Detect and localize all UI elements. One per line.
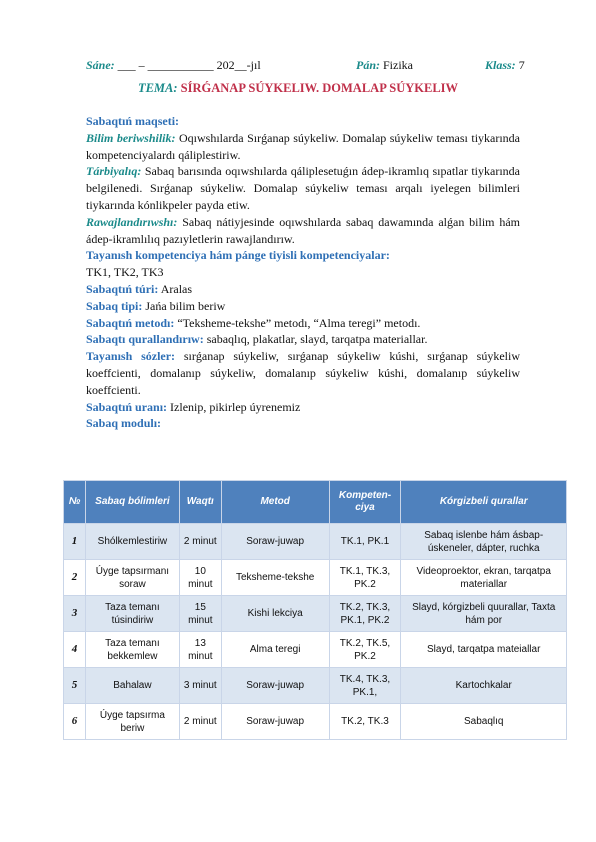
cell-materials: Slayd, tarqatpa mateiallar [401, 632, 567, 668]
cell-competency: TK.2, TK.5, PK.2 [329, 632, 401, 668]
competencies-heading: Tayanısh kompetenciya hám pánge tiyisli kompetenciyalar: [86, 248, 390, 263]
motto-value: Izlenip, pikirlep úyrenemiz [170, 399, 301, 414]
header-date [86, 58, 261, 73]
cell-materials: Sabaq islenbe hám ásbap-úskeneler, dápter, ruchka [401, 524, 567, 560]
cell-method: Soraw-juwap [221, 704, 329, 740]
cell-materials: Sabaqlıq [401, 704, 567, 740]
col-header-competency: Kompeten-ciya [329, 481, 401, 524]
table-row [64, 632, 567, 668]
cell-time: 10 minut [179, 560, 221, 596]
cell-time: 13 minut [179, 632, 221, 668]
goal-educational [86, 130, 520, 164]
table-header-row [64, 481, 567, 524]
col-header-number: № [64, 481, 86, 524]
cell-section: Bahalaw [85, 668, 179, 704]
lesson-method [86, 315, 520, 332]
col-header-section: Sabaq bólimleri [85, 481, 179, 524]
cell-number: 3 [64, 596, 86, 632]
date-value: ___ – ___________ 202__-jıl [117, 58, 261, 72]
cell-competency: TK.4, TK.3, PK.1, [329, 668, 401, 704]
lesson-details [86, 113, 520, 432]
cell-section: Shólkemlestiriw [85, 524, 179, 560]
cell-time: 15 minut [179, 596, 221, 632]
goal-developing-text: Sabaq nátiyjesinde oqıwshılarda sabaq dawamında alǵan bilim hám ádep-ikramlılıq pazıyletlerin rawajlandırıw. [86, 214, 520, 246]
cell-time: 2 minut [179, 704, 221, 740]
lesson-equipment [86, 331, 520, 348]
cell-number: 5 [64, 668, 86, 704]
col-header-method: Metod [221, 481, 329, 524]
lesson-type [86, 298, 520, 315]
motto-label: Sabaqtıń uranı: [86, 399, 168, 414]
lesson-kind [86, 281, 520, 298]
table-row [64, 560, 567, 596]
module-heading: Sabaq modulı: [86, 416, 162, 431]
cell-number: 1 [64, 524, 86, 560]
theme-label: TEMA: [137, 81, 178, 95]
cell-time: 3 minut [179, 668, 221, 704]
cell-competency: TK.2, TK.3, PK.1, PK.2 [329, 596, 401, 632]
goal-developing-label: Rawajlandırıwshı: [86, 214, 178, 229]
col-header-materials: Kórgizbeli qurallar [401, 481, 567, 524]
cell-time: 2 minut [179, 524, 221, 560]
cell-method: Soraw-juwap [221, 668, 329, 704]
competencies-value: TK1, TK2, TK3 [86, 265, 164, 280]
lesson-type-label: Sabaq tipi: [86, 298, 143, 313]
goals-heading: Sabaqtıń maqseti: [86, 114, 180, 128]
cell-section: Taza temanı bekkemlew [85, 632, 179, 668]
lesson-kind-label: Sabaqtıń túri: [86, 281, 159, 296]
lesson-keywords [86, 348, 520, 398]
cell-section: Úyge tapsırmanı soraw [85, 560, 179, 596]
goal-upbringing [86, 163, 520, 213]
lesson-module-table [63, 480, 567, 740]
subject-label: Pán: [356, 58, 380, 72]
cell-number: 6 [64, 704, 86, 740]
method-value: “Teksheme-tekshe” metodı, “Alma teregi” metodı. [177, 315, 421, 330]
cell-section: Taza temanı túsindiriw [85, 596, 179, 632]
keywords-value: sırǵanap súykeliw, sırǵanap súykeliw kúshi, sırǵanap súykeliw koeffcienti, domalanıp súykeliw, domalanıp súykeliw kúshi, domalanıp súykeliw koeffcienti. [86, 349, 521, 397]
goal-upbringing-text: Sabaq barısında oqıwshılarda qáliplesetuǵın ádep-ikramlıq sıpatlar tiykarında belgilenedi. Sırǵanap súykeliw. Domalap súykeliw teması arqalı iyelegen bilimleri tiykarında kónlikpeler payda etiw. [86, 164, 520, 212]
cell-section: Úyge tapsırma beriw [85, 704, 179, 740]
lesson-theme [0, 81, 596, 96]
table-row [64, 704, 567, 740]
date-label: Sáne: [86, 58, 115, 72]
header-class [485, 58, 525, 73]
class-value: 7 [518, 58, 525, 72]
lesson-motto [86, 399, 520, 416]
equipment-label: Sabaqtı qurallandırıw: [86, 332, 204, 347]
table-row [64, 668, 567, 704]
cell-competency: TK.1, PK.1 [329, 524, 401, 560]
cell-method: Kishi lekciya [221, 596, 329, 632]
theme-value: SÍRǴANAP SÚYKELIW. DOMALAP SÚYKELIW [180, 81, 459, 95]
col-header-time: Waqtı [179, 481, 221, 524]
cell-method: Soraw-juwap [221, 524, 329, 560]
cell-materials: Kartochkalar [401, 668, 567, 704]
header-subject [356, 58, 413, 73]
cell-number: 4 [64, 632, 86, 668]
goal-educational-label: Bilim beriwshilik: [86, 130, 176, 145]
cell-method: Alma teregi [221, 632, 329, 668]
cell-number: 2 [64, 560, 86, 596]
keywords-label: Tayanısh sózler: [86, 349, 176, 364]
method-label: Sabaqtıń metodı: [86, 315, 175, 330]
cell-competency: TK.1, TK.3, PK.2 [329, 560, 401, 596]
cell-materials: Slayd, kórgizbeli quurallar, Taxta hám por [401, 596, 567, 632]
class-label: Klass: [485, 58, 516, 72]
goal-upbringing-label: Tárbiyalıq: [86, 164, 142, 179]
goal-educational-text: Oqıwshılarda Sırǵanap súykeliw. Domalap súykeliw teması tiykarında kompetenciyalardı qáliplestiriw. [86, 130, 521, 162]
lesson-kind-value: Aralas [160, 281, 193, 296]
table-row [64, 596, 567, 632]
table-row [64, 524, 567, 560]
subject-value: Fizika [383, 58, 413, 72]
cell-materials: Videoproektor, ekran, tarqatpa materiallar [401, 560, 567, 596]
lesson-type-value: Jańa bilim beriw [145, 298, 226, 313]
equipment-value: sabaqlıq, plakatlar, slayd, tarqatpa materiallar. [206, 332, 428, 347]
cell-competency: TK.2, TK.3 [329, 704, 401, 740]
goal-developing [86, 214, 520, 248]
cell-method: Teksheme-tekshe [221, 560, 329, 596]
